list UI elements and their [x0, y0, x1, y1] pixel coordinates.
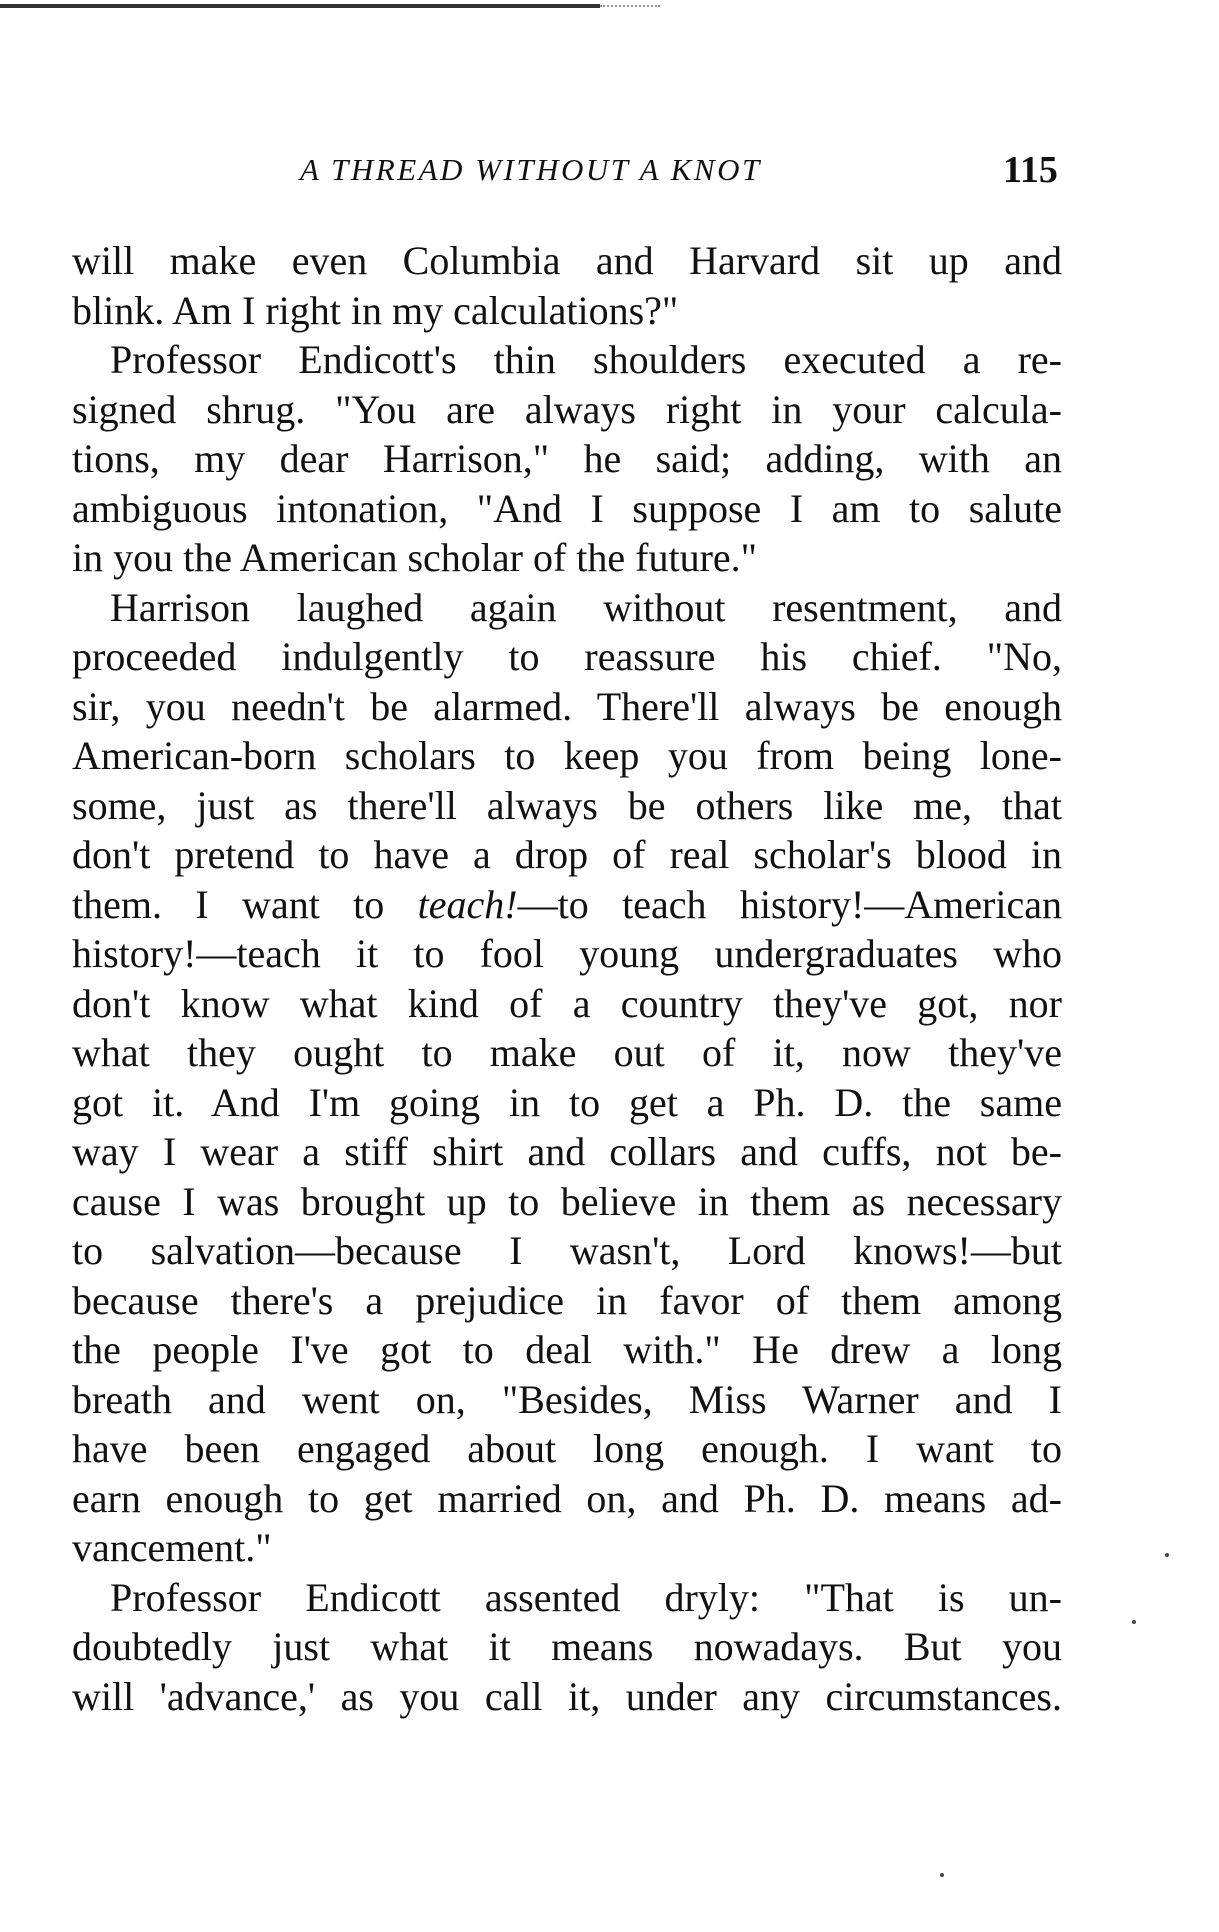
text-line: blink. Am I right in my calculations?" [72, 287, 679, 333]
text-line: history!—teach it to fool young undergraduates who [72, 931, 1062, 976]
text-segment: —to teach history!—American [517, 881, 1062, 927]
text-line: what they ought to make out of it, now they've [72, 1030, 1062, 1075]
text-line: tions, my dear Harrison," he said; adding, with an [72, 436, 1062, 481]
text-line: in you the American scholar of the future." [72, 535, 757, 580]
top-rule-fade [600, 5, 660, 7]
text-line: have been engaged about long enough. I want to [72, 1426, 1062, 1471]
text-line: breath and went on, "Besides, Miss Warner and I [72, 1376, 1062, 1422]
text-line: will make even Columbia and Harvard sit up and [72, 238, 1062, 283]
text-line: Professor Endicott assented dryly: "That is un- [110, 1574, 1062, 1620]
paper-speck [1165, 1553, 1169, 1557]
text-segment: them. I want to [72, 881, 418, 927]
text-line: will 'advance,' as you call it, under any circumstances. [72, 1673, 1062, 1719]
text-line: American-born scholars to keep you from being lone- [72, 733, 1062, 778]
text-line: ambiguous intonation, "And I suppose I am to salute [72, 485, 1062, 531]
paper-speck [1132, 1620, 1136, 1624]
text-line: got it. And I'm going in to get a Ph. D. the same [72, 1079, 1062, 1125]
text-line: cause I was brought up to believe in them as necessary [72, 1178, 1062, 1224]
text-line: some, just as there'll always be others like me, that [72, 782, 1062, 828]
text-line: Professor Endicott's thin shoulders executed a re- [110, 337, 1062, 382]
text-line: signed shrug. "You are always right in your calcula- [72, 386, 1062, 432]
text-line: don't pretend to have a drop of real scholar's blood in [72, 832, 1062, 877]
running-head [0, 149, 1219, 202]
text-line [72, 880, 1062, 930]
paper-speck [940, 1873, 944, 1877]
text-line: to salvation—because I wasn't, Lord knows!—but [72, 1228, 1062, 1273]
text-line: the people I've got to deal with." He drew a long [72, 1327, 1062, 1372]
text-line: sir, you needn't be alarmed. There'll always be enough [72, 683, 1062, 729]
page-text [72, 236, 1062, 1721]
emphasis-text: teach! [417, 881, 518, 927]
text-line: way I wear a stiff shirt and collars and cuffs, not be- [72, 1129, 1062, 1174]
text-line: proceeded indulgently to reassure his chief. "No, [72, 634, 1062, 679]
text-line: doubtedly just what it means nowadays. But you [72, 1624, 1062, 1669]
top-rule [0, 4, 600, 8]
running-title: A THREAD WITHOUT A KNOT [300, 152, 762, 187]
page-number: 115 [1003, 149, 1058, 191]
text-line: don't know what kind of a country they've got, nor [72, 980, 1062, 1026]
text-line: because there's a prejudice in favor of them among [72, 1277, 1062, 1323]
text-line: earn enough to get married on, and Ph. D. means ad- [72, 1475, 1062, 1521]
text-line: vancement." [72, 1525, 272, 1570]
text-line: Harrison laughed again without resentment, and [110, 584, 1062, 630]
